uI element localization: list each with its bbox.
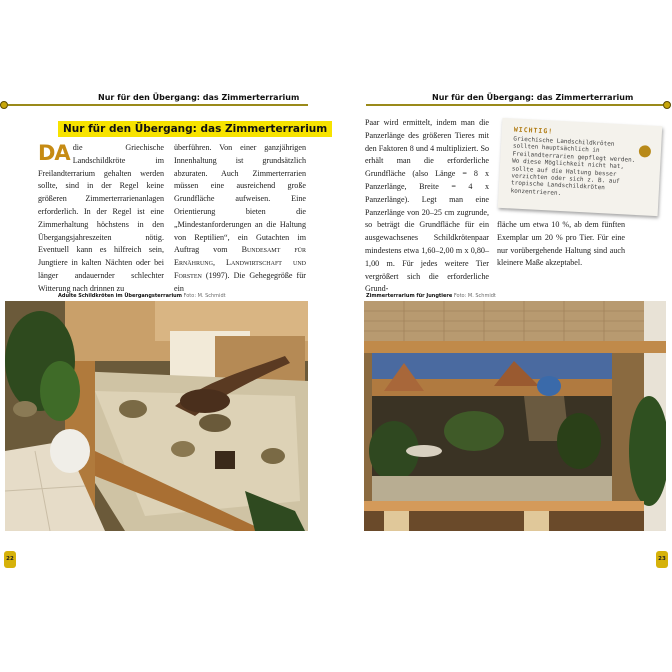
note-text: Griechische Landschildkröten sollten hauptsächlich in Freilandterrarien gepflegt werden. Wo diese Möglichkeit nicht hat, sollte auf die Haltung besser verzichten oder sich z. B. auf tropische Landschildkröten konzentrieren. — [510, 135, 636, 197]
column-1-text: die Griechische Landschildkröte im Freilandterrarium gehalten werden sollte, sind in der Regel keine größeren Zimmerterrarienanlagen erforderlich. In der Regel ist eine Zimmerhaltung höchstens in den Übergangsjahreszeiten nötig. Eventuell kann es hilfreich sein, Jungtiere in kalten Nächten oder bei länger andauernder schlechter Witterung nach drinnen zu — [38, 143, 164, 293]
section-title: Nur für den Übergang: das Zimmerterrarium — [58, 121, 332, 137]
header-ornament-left — [0, 101, 8, 109]
page-number-right: 23 — [656, 551, 668, 568]
body-column-2 — [174, 142, 306, 296]
caption-right-title: Zimmerterrarium für Jungtiere — [366, 293, 453, 299]
pin-icon — [639, 145, 652, 158]
column-3-text: Paar wird ermittelt, indem man die Panzerlänge des größeren Tieres mit den Faktoren 8 und 4 multipliziert. So erhält man die erforderliche Grundfläche (also Länge = 8 x Panzerlänge, Breite = 4 x Panzerlänge). Legt man eine Panzerlänge von 20–25 cm zugrunde, so beträgt die Grundfläche für ein ausgewachsenes Schildkrötenpaar mindestens etwa 1,60–2,00 m x 0,80–1,00 m. Für jedes weitere Tier vergrößert sich die erforderliche Grund- — [365, 118, 489, 294]
header-rule-right — [366, 104, 663, 106]
caption-left-title: Adulte Schildkröten im Übergangsterrarium — [58, 293, 182, 299]
photo-juvenile-terrarium — [364, 301, 666, 531]
drop-cap: DA — [38, 141, 70, 165]
photo-adult-tortoises — [5, 301, 308, 531]
body-column-3 — [365, 117, 489, 296]
body-column-1 — [38, 142, 164, 296]
caption-left-credit: Foto: M. Schmidt — [183, 293, 226, 299]
page-number-left: 22 — [4, 551, 16, 568]
running-head-right: Nur für den Übergang: das Zimmerterrarium — [432, 93, 634, 102]
body-column-4 — [497, 219, 625, 270]
column-2-text-after: (1997). Die Gehegegröße für ein — [174, 270, 306, 293]
important-note — [498, 118, 662, 216]
column-4-text: fläche um etwa 10 %, ab dem fünften Exemplar um 20 % pro Tier. Für eine nur vorübergehende Haltung sind auch kleinere Maße akzeptabel. — [497, 220, 625, 268]
caption-right-credit: Foto: M. Schmidt — [453, 293, 496, 299]
note-heading: WICHTIG! — [513, 125, 554, 136]
caption-left — [58, 293, 226, 299]
column-2-text-before: überführen. Von einer ganzjährigen Innenhaltung ist grundsätzlich abzuraten. Auch Zimmerterrarien müssen eine ausreichend große Grundfläche aufweisen. Eine Orientierung bieten die „Mindestanforderungen an die Haltung von Reptilien“, ein Gutachten im Auftrag vom — [174, 143, 306, 255]
header-rule-left — [8, 104, 308, 106]
header-ornament-right — [663, 101, 671, 109]
caption-right — [366, 293, 496, 299]
column-2-smallcaps: Bundesamt für Ernährung, Landwirtschaft und Forsten — [174, 245, 306, 280]
running-head-left: Nur für den Übergang: das Zimmerterrarium — [98, 93, 300, 102]
